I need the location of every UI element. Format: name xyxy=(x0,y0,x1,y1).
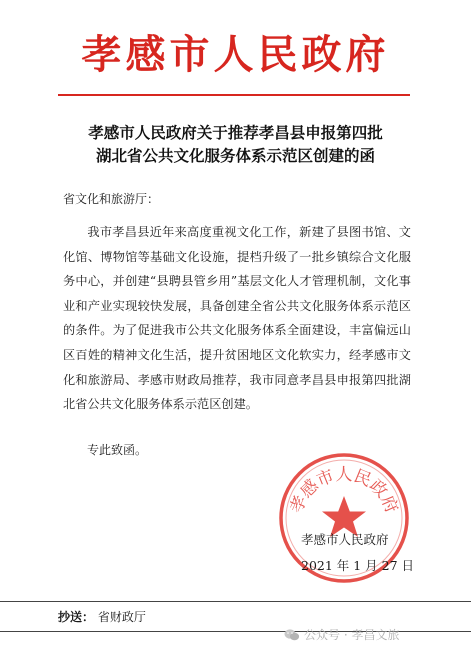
masthead: 孝感市人民政府 xyxy=(81,31,390,78)
signature-date: 2021 年 1 月 27 日 xyxy=(301,558,415,573)
signature-org: 孝感市人民政府 xyxy=(301,532,389,547)
document-title xyxy=(40,121,431,167)
salutation: 省文化和旅游厅： xyxy=(63,192,160,206)
masthead-rule xyxy=(58,94,410,96)
footer-rule-bottom xyxy=(0,631,471,632)
seal-text: 孝感市人民政府 xyxy=(286,465,402,517)
body-paragraph: 我市孝昌县近年来高度重视文化工作，新建了县图书馆、文化馆、博物馆等基础文化设施，提档升级了一批乡镇综合文化服务中心，并创建“县聘县管乡用”基层文化人才管理机制，文化事业和产业实现较快发展，具备创建全省公共文化服务体系示范区的条件。为了促进我市公共文化服务体系全面建设，丰富偏远山区百姓的精神文化生活，提升贫困地区文化软实力，经孝感市文化和旅游局、孝感市财政局推荐，我市同意孝昌县申报第四批湖北省公共文化服务体系示范区创建。 xyxy=(63,225,411,412)
cc-label: 抄送： xyxy=(58,610,95,624)
cc-recipient: 省财政厅 xyxy=(97,610,146,624)
title-line-1: 孝感市人民政府关于推荐孝昌县申报第四批 xyxy=(88,123,383,142)
watermark-text: 公众号 · 孝昌文旅 xyxy=(304,628,400,642)
closing-line: 专此致函。 xyxy=(87,443,148,457)
watermark xyxy=(284,626,399,643)
cc-line xyxy=(58,608,146,626)
footer-rule-top xyxy=(0,601,471,602)
title-line-2: 湖北省公共文化服务体系示范区创建的函 xyxy=(95,146,375,165)
wechat-icon xyxy=(284,628,300,642)
